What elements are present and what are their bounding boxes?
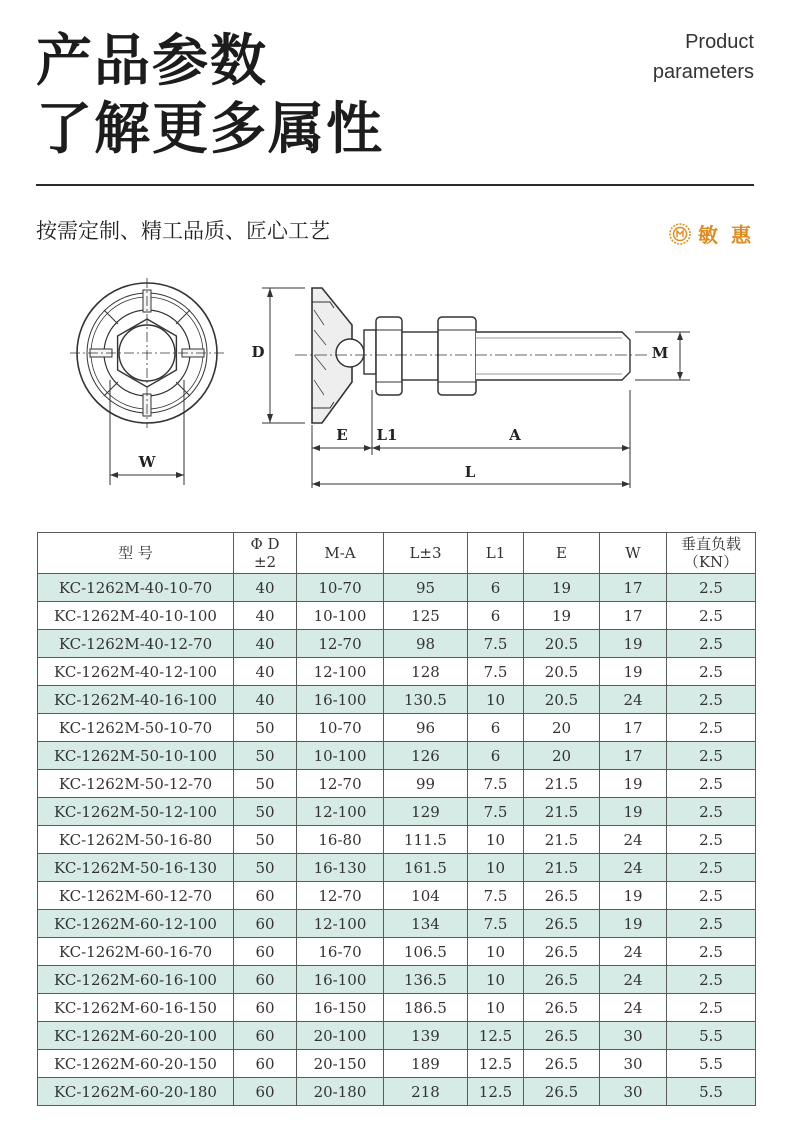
table-cell: 40 <box>234 602 297 630</box>
table-cell: 128 <box>384 658 468 686</box>
table-cell: 134 <box>384 910 468 938</box>
table-cell: 7.5 <box>468 630 524 658</box>
table-cell: 10 <box>468 854 524 882</box>
table-cell: 12-70 <box>297 630 384 658</box>
side-view <box>262 288 690 488</box>
table-cell: 6 <box>468 602 524 630</box>
table-cell: 10 <box>468 994 524 1022</box>
table-cell: 7.5 <box>468 798 524 826</box>
dim-label-w: W <box>138 453 156 471</box>
header-e: E <box>524 533 600 574</box>
table-cell: 2.5 <box>667 966 756 994</box>
table-cell: 2.5 <box>667 854 756 882</box>
tagline: 按需定制、精工品质、匠心工艺 <box>36 219 330 243</box>
table-cell: KC-1262M-60-20-180 <box>38 1078 234 1106</box>
table-cell: KC-1262M-60-16-100 <box>38 966 234 994</box>
table-cell: 10 <box>468 938 524 966</box>
table-cell: 20 <box>524 742 600 770</box>
table-cell: 12-70 <box>297 882 384 910</box>
table-cell: 96 <box>384 714 468 742</box>
table-cell: 21.5 <box>524 770 600 798</box>
table-cell: 2.5 <box>667 742 756 770</box>
table-cell: KC-1262M-60-20-100 <box>38 1022 234 1050</box>
dim-label-l: L <box>464 463 476 481</box>
table-cell: 5.5 <box>667 1022 756 1050</box>
table-cell: 10-70 <box>297 714 384 742</box>
table-cell: 98 <box>384 630 468 658</box>
table-cell: 2.5 <box>667 686 756 714</box>
table-cell: 2.5 <box>667 798 756 826</box>
dim-label-d: D <box>251 343 265 361</box>
table-row <box>38 714 756 742</box>
table-cell: 12-100 <box>297 910 384 938</box>
table-cell: KC-1262M-60-12-70 <box>38 882 234 910</box>
table-cell: 129 <box>384 798 468 826</box>
table-cell: 26.5 <box>524 938 600 966</box>
table-cell: 95 <box>384 574 468 602</box>
table-cell: 99 <box>384 770 468 798</box>
table-cell: 60 <box>234 882 297 910</box>
english-title-line2: parameters <box>652 61 754 83</box>
table-cell: 19 <box>600 630 667 658</box>
table-cell: 6 <box>468 574 524 602</box>
table-row <box>38 1022 756 1050</box>
table-cell: KC-1262M-50-10-100 <box>38 742 234 770</box>
table-cell: KC-1262M-40-12-100 <box>38 658 234 686</box>
table-cell: 60 <box>234 910 297 938</box>
technical-drawing <box>0 270 790 520</box>
table-row <box>38 1050 756 1078</box>
table-cell: 20.5 <box>524 630 600 658</box>
table-cell: 10-70 <box>297 574 384 602</box>
table-cell: 20.5 <box>524 658 600 686</box>
header-model: 型 号 <box>38 533 234 574</box>
table-cell: 12.5 <box>468 1022 524 1050</box>
table-cell: 26.5 <box>524 1050 600 1078</box>
table-cell: 106.5 <box>384 938 468 966</box>
table-row <box>38 686 756 714</box>
table-cell: 2.5 <box>667 602 756 630</box>
table-header-row <box>38 533 756 574</box>
table-row <box>38 798 756 826</box>
table-cell: 16-70 <box>297 938 384 966</box>
table-cell: 60 <box>234 1050 297 1078</box>
brand-name: 敏 惠 <box>698 223 754 247</box>
table-cell: KC-1262M-50-10-70 <box>38 714 234 742</box>
table-cell: 60 <box>234 966 297 994</box>
table-cell: 30 <box>600 1050 667 1078</box>
table-cell: 60 <box>234 1078 297 1106</box>
table-cell: 111.5 <box>384 826 468 854</box>
table-cell: 7.5 <box>468 882 524 910</box>
table-cell: 17 <box>600 742 667 770</box>
table-cell: 7.5 <box>468 770 524 798</box>
table-cell: 7.5 <box>468 910 524 938</box>
table-cell: 20-100 <box>297 1022 384 1050</box>
table-cell: 130.5 <box>384 686 468 714</box>
table-cell: 16-100 <box>297 686 384 714</box>
table-cell: KC-1262M-50-16-80 <box>38 826 234 854</box>
table-cell: 186.5 <box>384 994 468 1022</box>
table-cell: 19 <box>600 770 667 798</box>
table-body <box>38 574 756 1106</box>
header-load: 垂直负载 （KN） <box>667 533 756 574</box>
header-m-a: M-A <box>297 533 384 574</box>
table-cell: 21.5 <box>524 826 600 854</box>
table-cell: 26.5 <box>524 1022 600 1050</box>
table-cell: 126 <box>384 742 468 770</box>
header-l1: L1 <box>468 533 524 574</box>
table-row <box>38 938 756 966</box>
table-cell: 24 <box>600 966 667 994</box>
table-cell: KC-1262M-60-16-70 <box>38 938 234 966</box>
table-cell: 12.5 <box>468 1078 524 1106</box>
table-cell: KC-1262M-60-16-150 <box>38 994 234 1022</box>
table-cell: 24 <box>600 938 667 966</box>
dim-label-l1: L1 <box>376 426 398 444</box>
table-cell: 12-100 <box>297 798 384 826</box>
table-cell: 218 <box>384 1078 468 1106</box>
table-cell: 2.5 <box>667 658 756 686</box>
table-cell: 16-130 <box>297 854 384 882</box>
table-cell: 2.5 <box>667 770 756 798</box>
table-cell: 60 <box>234 938 297 966</box>
table-cell: 2.5 <box>667 882 756 910</box>
table-row <box>38 882 756 910</box>
table-cell: 10 <box>468 966 524 994</box>
table-cell: 139 <box>384 1022 468 1050</box>
table-cell: 20.5 <box>524 686 600 714</box>
dim-label-a: A <box>509 426 521 444</box>
table-cell: 10-100 <box>297 742 384 770</box>
table-cell: KC-1262M-60-20-150 <box>38 1050 234 1078</box>
table-cell: 125 <box>384 602 468 630</box>
table-cell: 50 <box>234 826 297 854</box>
table-cell: 5.5 <box>667 1078 756 1106</box>
table-cell: 2.5 <box>667 630 756 658</box>
table-cell: 136.5 <box>384 966 468 994</box>
table-cell: 20-150 <box>297 1050 384 1078</box>
table-cell: 19 <box>600 882 667 910</box>
table-cell: KC-1262M-40-12-70 <box>38 630 234 658</box>
table-row <box>38 994 756 1022</box>
table-row <box>38 658 756 686</box>
table-row <box>38 1078 756 1106</box>
table-cell: 26.5 <box>524 882 600 910</box>
table-cell: 30 <box>600 1022 667 1050</box>
table-cell: 50 <box>234 770 297 798</box>
table-cell: 10 <box>468 826 524 854</box>
table-cell: KC-1262M-40-10-70 <box>38 574 234 602</box>
table-cell: 21.5 <box>524 854 600 882</box>
table-cell: 6 <box>468 742 524 770</box>
table-cell: 40 <box>234 574 297 602</box>
table-cell: 10 <box>468 686 524 714</box>
table-row <box>38 854 756 882</box>
divider <box>36 184 754 186</box>
table-row <box>38 602 756 630</box>
table-cell: 19 <box>524 574 600 602</box>
page-title: 产品参数 <box>36 29 268 94</box>
brand-logo <box>668 219 754 248</box>
table-cell: 7.5 <box>468 658 524 686</box>
table-cell: 19 <box>524 602 600 630</box>
table-cell: 17 <box>600 574 667 602</box>
table-row <box>38 826 756 854</box>
table-cell: 2.5 <box>667 574 756 602</box>
table-cell: 12.5 <box>468 1050 524 1078</box>
table-cell: 12-100 <box>297 658 384 686</box>
table-cell: 50 <box>234 798 297 826</box>
brand-icon <box>668 222 692 246</box>
table-cell: 20 <box>524 714 600 742</box>
table-cell: 2.5 <box>667 938 756 966</box>
table-cell: KC-1262M-40-16-100 <box>38 686 234 714</box>
header-diameter: Φ D ±2 <box>234 533 297 574</box>
table-row <box>38 574 756 602</box>
table-cell: 24 <box>600 994 667 1022</box>
table-cell: 189 <box>384 1050 468 1078</box>
table-cell: KC-1262M-50-16-130 <box>38 854 234 882</box>
table-cell: 30 <box>600 1078 667 1106</box>
table-cell: 26.5 <box>524 994 600 1022</box>
table-cell: 104 <box>384 882 468 910</box>
table-cell: 6 <box>468 714 524 742</box>
table-cell: 161.5 <box>384 854 468 882</box>
table-cell: KC-1262M-40-10-100 <box>38 602 234 630</box>
header-w: W <box>600 533 667 574</box>
table-row <box>38 910 756 938</box>
table-cell: KC-1262M-50-12-100 <box>38 798 234 826</box>
table-cell: 40 <box>234 630 297 658</box>
page-subtitle-heading: 了解更多属性 <box>36 97 384 162</box>
english-title-line1: Product <box>685 31 754 53</box>
table-cell: 40 <box>234 658 297 686</box>
table-cell: 60 <box>234 1022 297 1050</box>
table-cell: 19 <box>600 910 667 938</box>
table-row <box>38 742 756 770</box>
table-row <box>38 770 756 798</box>
table-cell: 19 <box>600 658 667 686</box>
table-cell: 5.5 <box>667 1050 756 1078</box>
table-cell: KC-1262M-50-12-70 <box>38 770 234 798</box>
dim-label-e: E <box>336 426 348 444</box>
table-cell: 16-80 <box>297 826 384 854</box>
table-cell: KC-1262M-60-12-100 <box>38 910 234 938</box>
dim-label-m: M <box>651 344 669 362</box>
table-cell: 20-180 <box>297 1078 384 1106</box>
table-cell: 2.5 <box>667 826 756 854</box>
table-cell: 50 <box>234 854 297 882</box>
table-cell: 16-100 <box>297 966 384 994</box>
table-cell: 24 <box>600 826 667 854</box>
table-cell: 17 <box>600 602 667 630</box>
table-cell: 50 <box>234 714 297 742</box>
table-row <box>38 630 756 658</box>
table-cell: 2.5 <box>667 994 756 1022</box>
table-cell: 2.5 <box>667 910 756 938</box>
table-cell: 26.5 <box>524 1078 600 1106</box>
table-cell: 19 <box>600 798 667 826</box>
table-cell: 2.5 <box>667 714 756 742</box>
table-cell: 24 <box>600 854 667 882</box>
table-cell: 21.5 <box>524 798 600 826</box>
table-cell: 50 <box>234 742 297 770</box>
table-cell: 60 <box>234 994 297 1022</box>
table-cell: 24 <box>600 686 667 714</box>
table-cell: 17 <box>600 714 667 742</box>
header-length: L±3 <box>384 533 468 574</box>
table-cell: 10-100 <box>297 602 384 630</box>
spec-table <box>37 532 756 1106</box>
table-row <box>38 966 756 994</box>
table-cell: 40 <box>234 686 297 714</box>
table-cell: 12-70 <box>297 770 384 798</box>
table-cell: 26.5 <box>524 966 600 994</box>
table-cell: 26.5 <box>524 910 600 938</box>
table-cell: 16-150 <box>297 994 384 1022</box>
